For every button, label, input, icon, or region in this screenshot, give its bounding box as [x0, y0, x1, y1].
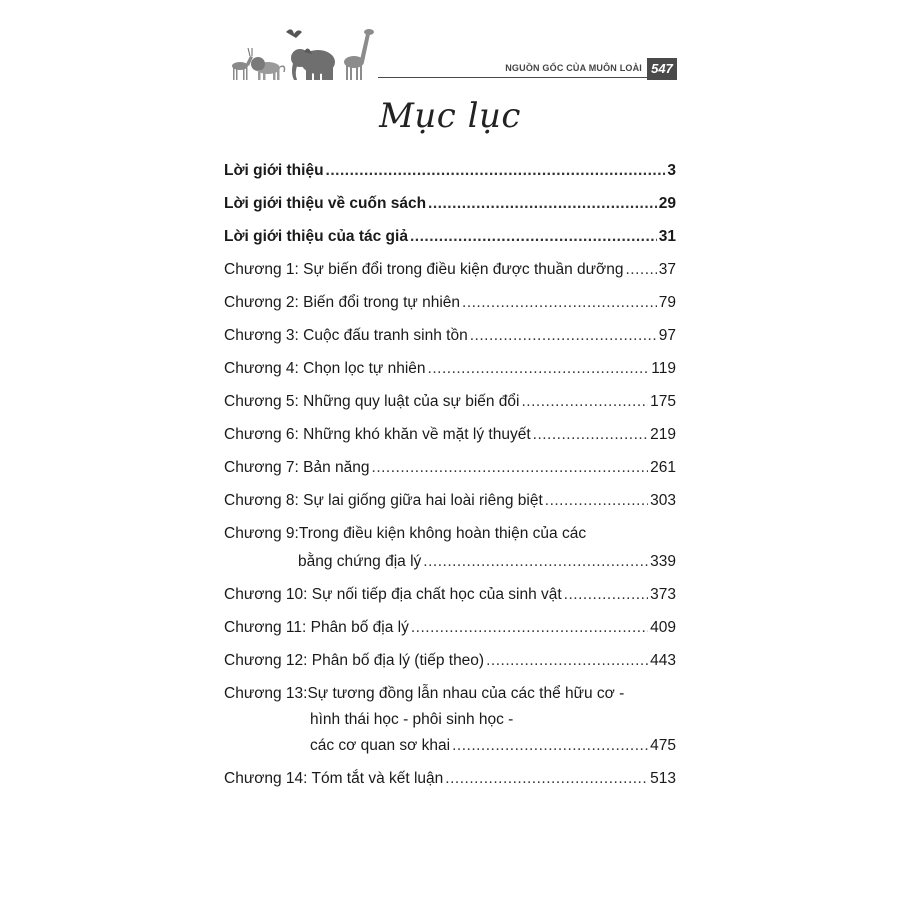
toc-entry-label: Chương 8: Sự lai giống giữa hai loài riêng biệt	[224, 492, 543, 509]
toc-entry[interactable]	[224, 391, 676, 413]
toc-entry-page: 175	[650, 393, 676, 410]
toc-entry-page: 475	[650, 737, 676, 754]
toc-entry-page: 219	[650, 426, 676, 443]
toc-entry[interactable]	[224, 617, 676, 639]
toc-entry[interactable]	[224, 584, 676, 606]
toc-entry[interactable]	[224, 683, 676, 757]
toc-entry[interactable]	[224, 457, 676, 479]
toc-entry-label: Chương 11: Phân bố địa lý	[224, 619, 409, 636]
toc-entry-label: Chương 1: Sự biến đổi trong điều kiện được thuần dưỡng	[224, 261, 624, 278]
toc-entry-label: Chương 3: Cuộc đấu tranh sinh tồn	[224, 327, 468, 344]
toc-entry[interactable]	[224, 490, 676, 512]
table-of-contents	[224, 160, 676, 790]
toc-entry-label: Chương 4: Chọn lọc tự nhiên	[224, 360, 426, 377]
dot-leader	[625, 259, 656, 281]
toc-entry-label-continued: bằng chứng địa lý	[298, 553, 422, 570]
header-rule	[378, 77, 670, 78]
toc-entry-label-continued: hình thái học - phôi sinh học -	[310, 711, 514, 728]
toc-entry-page: 37	[658, 261, 676, 278]
toc-entry[interactable]	[224, 768, 676, 790]
dot-leader	[326, 160, 666, 182]
dot-leader	[486, 650, 648, 672]
toc-entry-page: 373	[650, 586, 676, 603]
dot-leader	[545, 490, 648, 512]
dot-leader	[423, 551, 648, 573]
toc-entry[interactable]	[224, 650, 676, 672]
toc-entry-page: 119	[651, 360, 676, 377]
toc-entry-label: Chương 14: Tóm tắt và kết luận	[224, 770, 444, 787]
toc-entry-label: Lời giới thiệu về cuốn sách	[224, 195, 427, 212]
toc-entry-label: Chương 6: Những khó khăn về mặt lý thuyết	[224, 426, 531, 443]
toc-entry[interactable]	[224, 292, 676, 314]
toc-entry[interactable]	[224, 193, 676, 215]
page-number: 547	[647, 58, 677, 80]
dot-leader	[428, 193, 657, 215]
toc-entry-page: 443	[650, 652, 676, 669]
animals-illustration-icon	[222, 24, 382, 84]
toc-entry-page: 3	[667, 162, 676, 179]
toc-entry-page: 303	[650, 492, 676, 509]
toc-entry-page: 261	[650, 459, 676, 476]
dot-leader	[372, 457, 649, 479]
dot-leader	[410, 226, 657, 248]
toc-entry-page: 29	[658, 195, 676, 212]
dot-leader	[522, 391, 649, 413]
toc-entry-label: Sự tương đồng lẫn nhau của các thể hữu cơ -	[307, 685, 625, 702]
dot-leader	[445, 768, 648, 790]
toc-entry-prefix: Chương 13:	[224, 685, 308, 702]
toc-entry-label: Lời giới thiệu của tác giả	[224, 228, 408, 245]
toc-entry-page: 339	[650, 553, 676, 570]
dot-leader	[428, 358, 650, 380]
toc-entry[interactable]	[224, 226, 676, 248]
toc-entry[interactable]	[224, 259, 676, 281]
dot-leader	[533, 424, 648, 446]
toc-entry[interactable]	[224, 523, 676, 573]
toc-entry[interactable]	[224, 325, 676, 347]
toc-entry-label: Chương 7: Bản năng	[224, 459, 370, 476]
toc-entry-label: Chương 5: Những quy luật của sự biến đổi	[224, 393, 520, 410]
running-header-title: NGUỒN GỐC CỦA MUÔN LOÀI	[505, 63, 642, 73]
toc-entry-page: 409	[650, 619, 676, 636]
dot-leader	[452, 735, 648, 757]
dot-leader	[470, 325, 657, 347]
toc-entry-label: Lời giới thiệu	[224, 162, 324, 179]
toc-entry[interactable]	[224, 160, 676, 182]
dot-leader	[462, 292, 657, 314]
toc-entry-label: Trong điều kiện không hoàn thiện của các	[298, 525, 587, 542]
toc-entry[interactable]	[224, 424, 676, 446]
toc-entry-label-continued: các cơ quan sơ khai	[310, 737, 451, 754]
toc-entry-page: 79	[658, 294, 676, 311]
toc-title: Mục lục	[379, 96, 521, 136]
toc-entry-page: 97	[658, 327, 676, 344]
toc-entry-label: Chương 2: Biến đổi trong tự nhiên	[224, 294, 461, 311]
toc-entry-page: 513	[650, 770, 676, 787]
toc-entry[interactable]	[224, 358, 676, 380]
dot-leader	[564, 584, 648, 606]
toc-entry-page: 31	[658, 228, 676, 245]
toc-entry-prefix: Chương 9:	[224, 525, 299, 542]
toc-entry-label: Chương 10: Sự nối tiếp địa chất học của sinh vật	[224, 586, 562, 603]
toc-entry-label: Chương 12: Phân bố địa lý (tiếp theo)	[224, 652, 485, 669]
dot-leader	[411, 617, 648, 639]
